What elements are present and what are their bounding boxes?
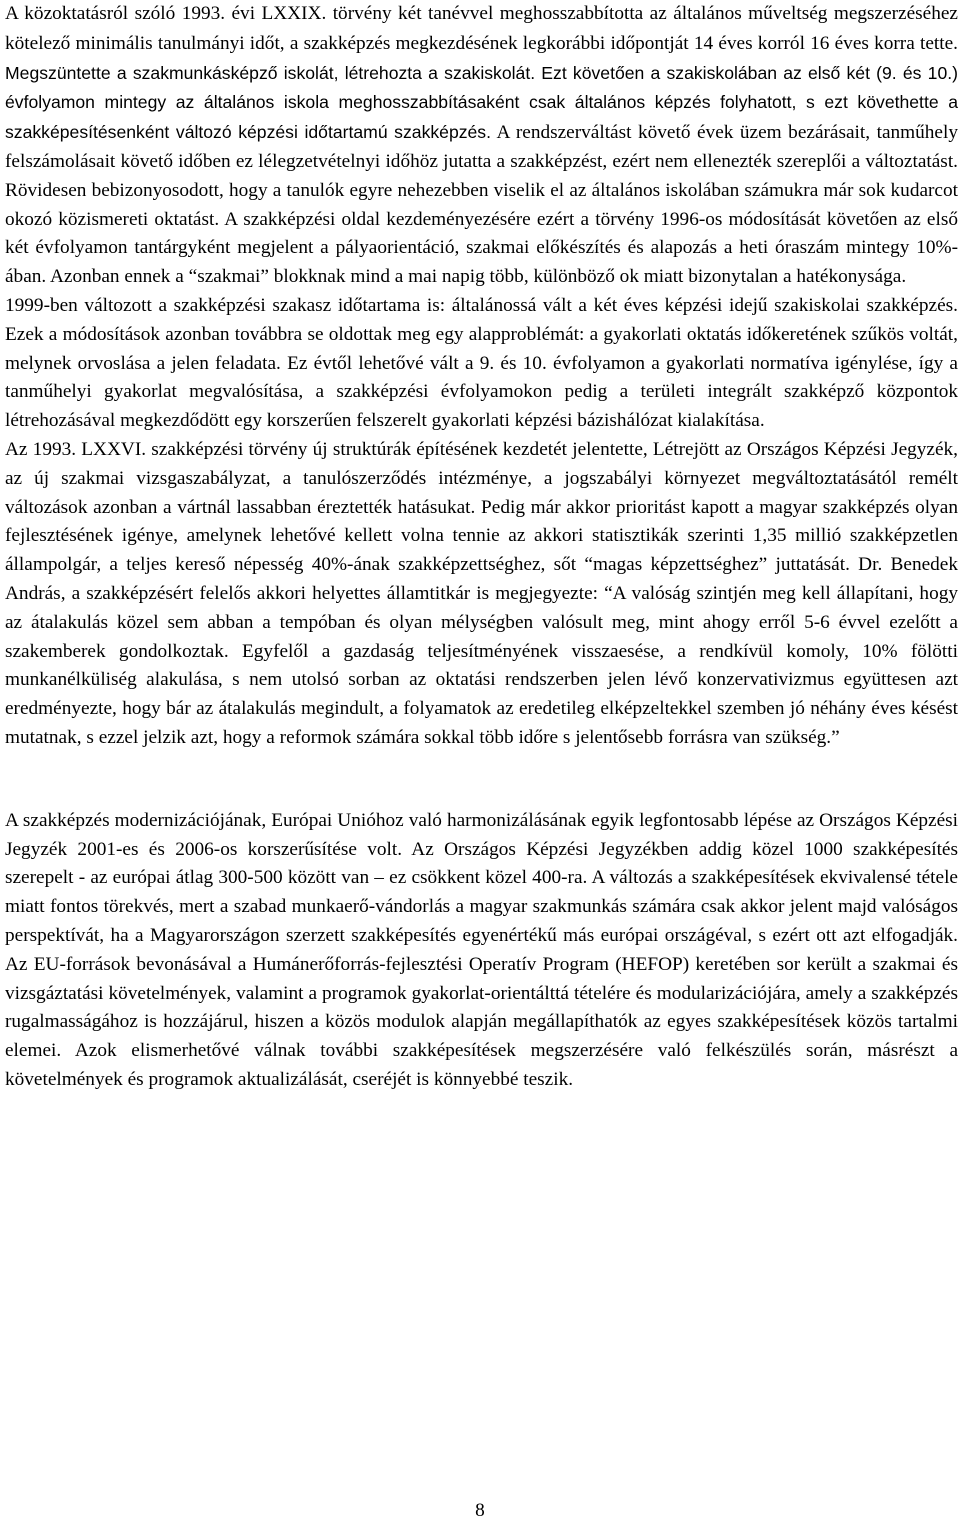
paragraph-1: [5, 0, 958, 292]
paragraph-4: A szakképzés modernizációjának, Európai Unióhoz való harmonizálásának egyik legfontosabb lépése az Országos Képzési Jegyzék 2001-es és 2006-os korszerűsítése volt. Az Országos Képzési Jegyzékben addig közel 1000 szakképesítés szerepelt - az európai átlag 300-500 között van – ez csökkent közel 400-ra. A változás a szakképesítések ekvivalensé tétele miatt fontos törekvés, mert a szabad munkaerő-vándorlás a magyar szakmunkás számára csak akkor jelent majd valóságos perspektívát, ha a Magyarországon szerzett szakképesítés egyenértékű más európai országéval, s ezért ott azt elfogadják. Az EU-források bevonásával a Humánerőforrás-fejlesztési Operatív Program (HEFOP) keretében sor került a szakmai és vizsgáztatási követelmények, valamint a programok gyakorlat-orientálttá tételére és modularizációjára, amely a szakképzés rugalmasságához is hozzájárul, hiszen a közös modulok alapján megállapíthatók az egyes szakképesítések közös tartalmi elemei. Azok elismerhetővé válnak további szakképesítések megszerzésére való felkészülés során, másrészt a követelmények és programok aktualizálását, cseréjét is könnyebbé teszik.: [5, 809, 958, 1090]
paragraph-1-text-b: A rendszerváltást követő évek üzem bezárásait, tanműhely felszámolásait követő időben ez lélegzetvételnyi időhöz jutatta a szakképzést, ezért nem ellenezték szereplői a változtatást. Rövidesen bebizonyosodott, hogy a tanulók egyre nehezebben viselik el az általános iskolában számukra már sok kudarcot okozó közismereti oktatást. A szakképzési oldal kezdeményezésére ezért a törvény 1996-os módosítását követően az első két évfolyamon tantárgyként megjelent a pályaorientáció, szakmai előkészítés és alapozás a heti óraszám mintegy 10%-ában. Azonban ennek a “szakmai” blokknak mind a mai napig több, különböző ok miatt bizonytalan a hatékonysága.: [5, 122, 958, 288]
paragraph-gap: [5, 753, 958, 807]
document-page: [5, 0, 958, 1095]
paragraph-3: Az 1993. LXXVI. szakképzési törvény új struktúrák építésének kezdetét jelentette, Létrejött az Országos Képzési Jegyzék, az új szakmai vizsgaszabályzat, a tanulószerződés intézménye, a jogszabályi környezet megváltoztatásától remélt változások azonban a vártnál lassabban éreztették hatásukat. Pedig már akkor prioritást kapott a magyar szakképzés olyan fejlesztésének igénye, amelynek lehetővé kellett volna tennie az akkori statisztikák szerinti 1,35 millió szakképzetlen állampolgár, a teljes kereső népesség 40%-ának szakképzettséghez, sőt “magas képzettséghez” juttatását. Dr. Benedek András, a szakképzésért felelős akkori helyettes államtitkár is megjegyezte: “A valóság szintjén meg kell állapítani, hogy az átalakulás közel sem abban a tempóban és olyan mélységben valósult meg, mint ahogy erről 5-6 évvel ezelőtt a szakemberek gondolkoztak. Egyfelől a gazdaság teljesítményének visszaesése, a rendkívül komoly, 10% fölötti munkanélküliség alakulása, s nem utolsó sorban az oktatási rendszerben jelen lévő konzervativizmus együttesen azt eredményezte, hogy bár az átalakulás megindult, a folyamatok az eredetileg elképzeltekkel szemben jó néhány éves késést mutatnak, s ezzel jelzik azt, hogy a reformok számára sokkal több időre s jelentősebb forrásra van szükség.”: [5, 438, 958, 748]
paragraph-1-text-a: A közoktatásról szóló 1993. évi LXXIX. törvény két tanévvel meghosszabbította az általános műveltség megszerzéséhez kötelező minimális tanulmányi időt, a szakképzés megkezdésének legkorábbi időpontját 14 éves korról 16 éves korra tette.: [5, 3, 958, 54]
paragraph-2: 1999-ben változott a szakképzési szakasz időtartama is: általánossá vált a két éves képzési idejű szakiskolai szakképzés. Ezek a módosítások azonban továbbra se oldottak meg egy alapproblémát: a gyakorlati oktatás időkeretének szűkös voltát, melynek orvoslása a jelen feladata. Ez évtől lehetővé vált a 9. és 10. évfolyamon a gyakorlati normatíva igénylése, így a tanműhelyi gyakorlat megvalósítása, a szakképzési évfolyamokon pedig a területi integrált szakképző központok létrehozásával megkezdődött egy korszerűen felszerelt gyakorlati képzési bázishálózat kialakítása.: [5, 294, 958, 432]
paragraph-1-text-sans: Megszüntette a szakmunkásképző iskolát, létrehozta a szakiskolát. Ezt követően a szakiskolában az első két (9. és 10.) évfolyamon mintegy az általános iskola meghosszabbításaként csak általános képzés folyhatott, s ezt követhette a szakképesítésenként változó képzési időtartamú szakképzés.: [5, 62, 958, 143]
page-number: 8: [475, 1500, 485, 1521]
